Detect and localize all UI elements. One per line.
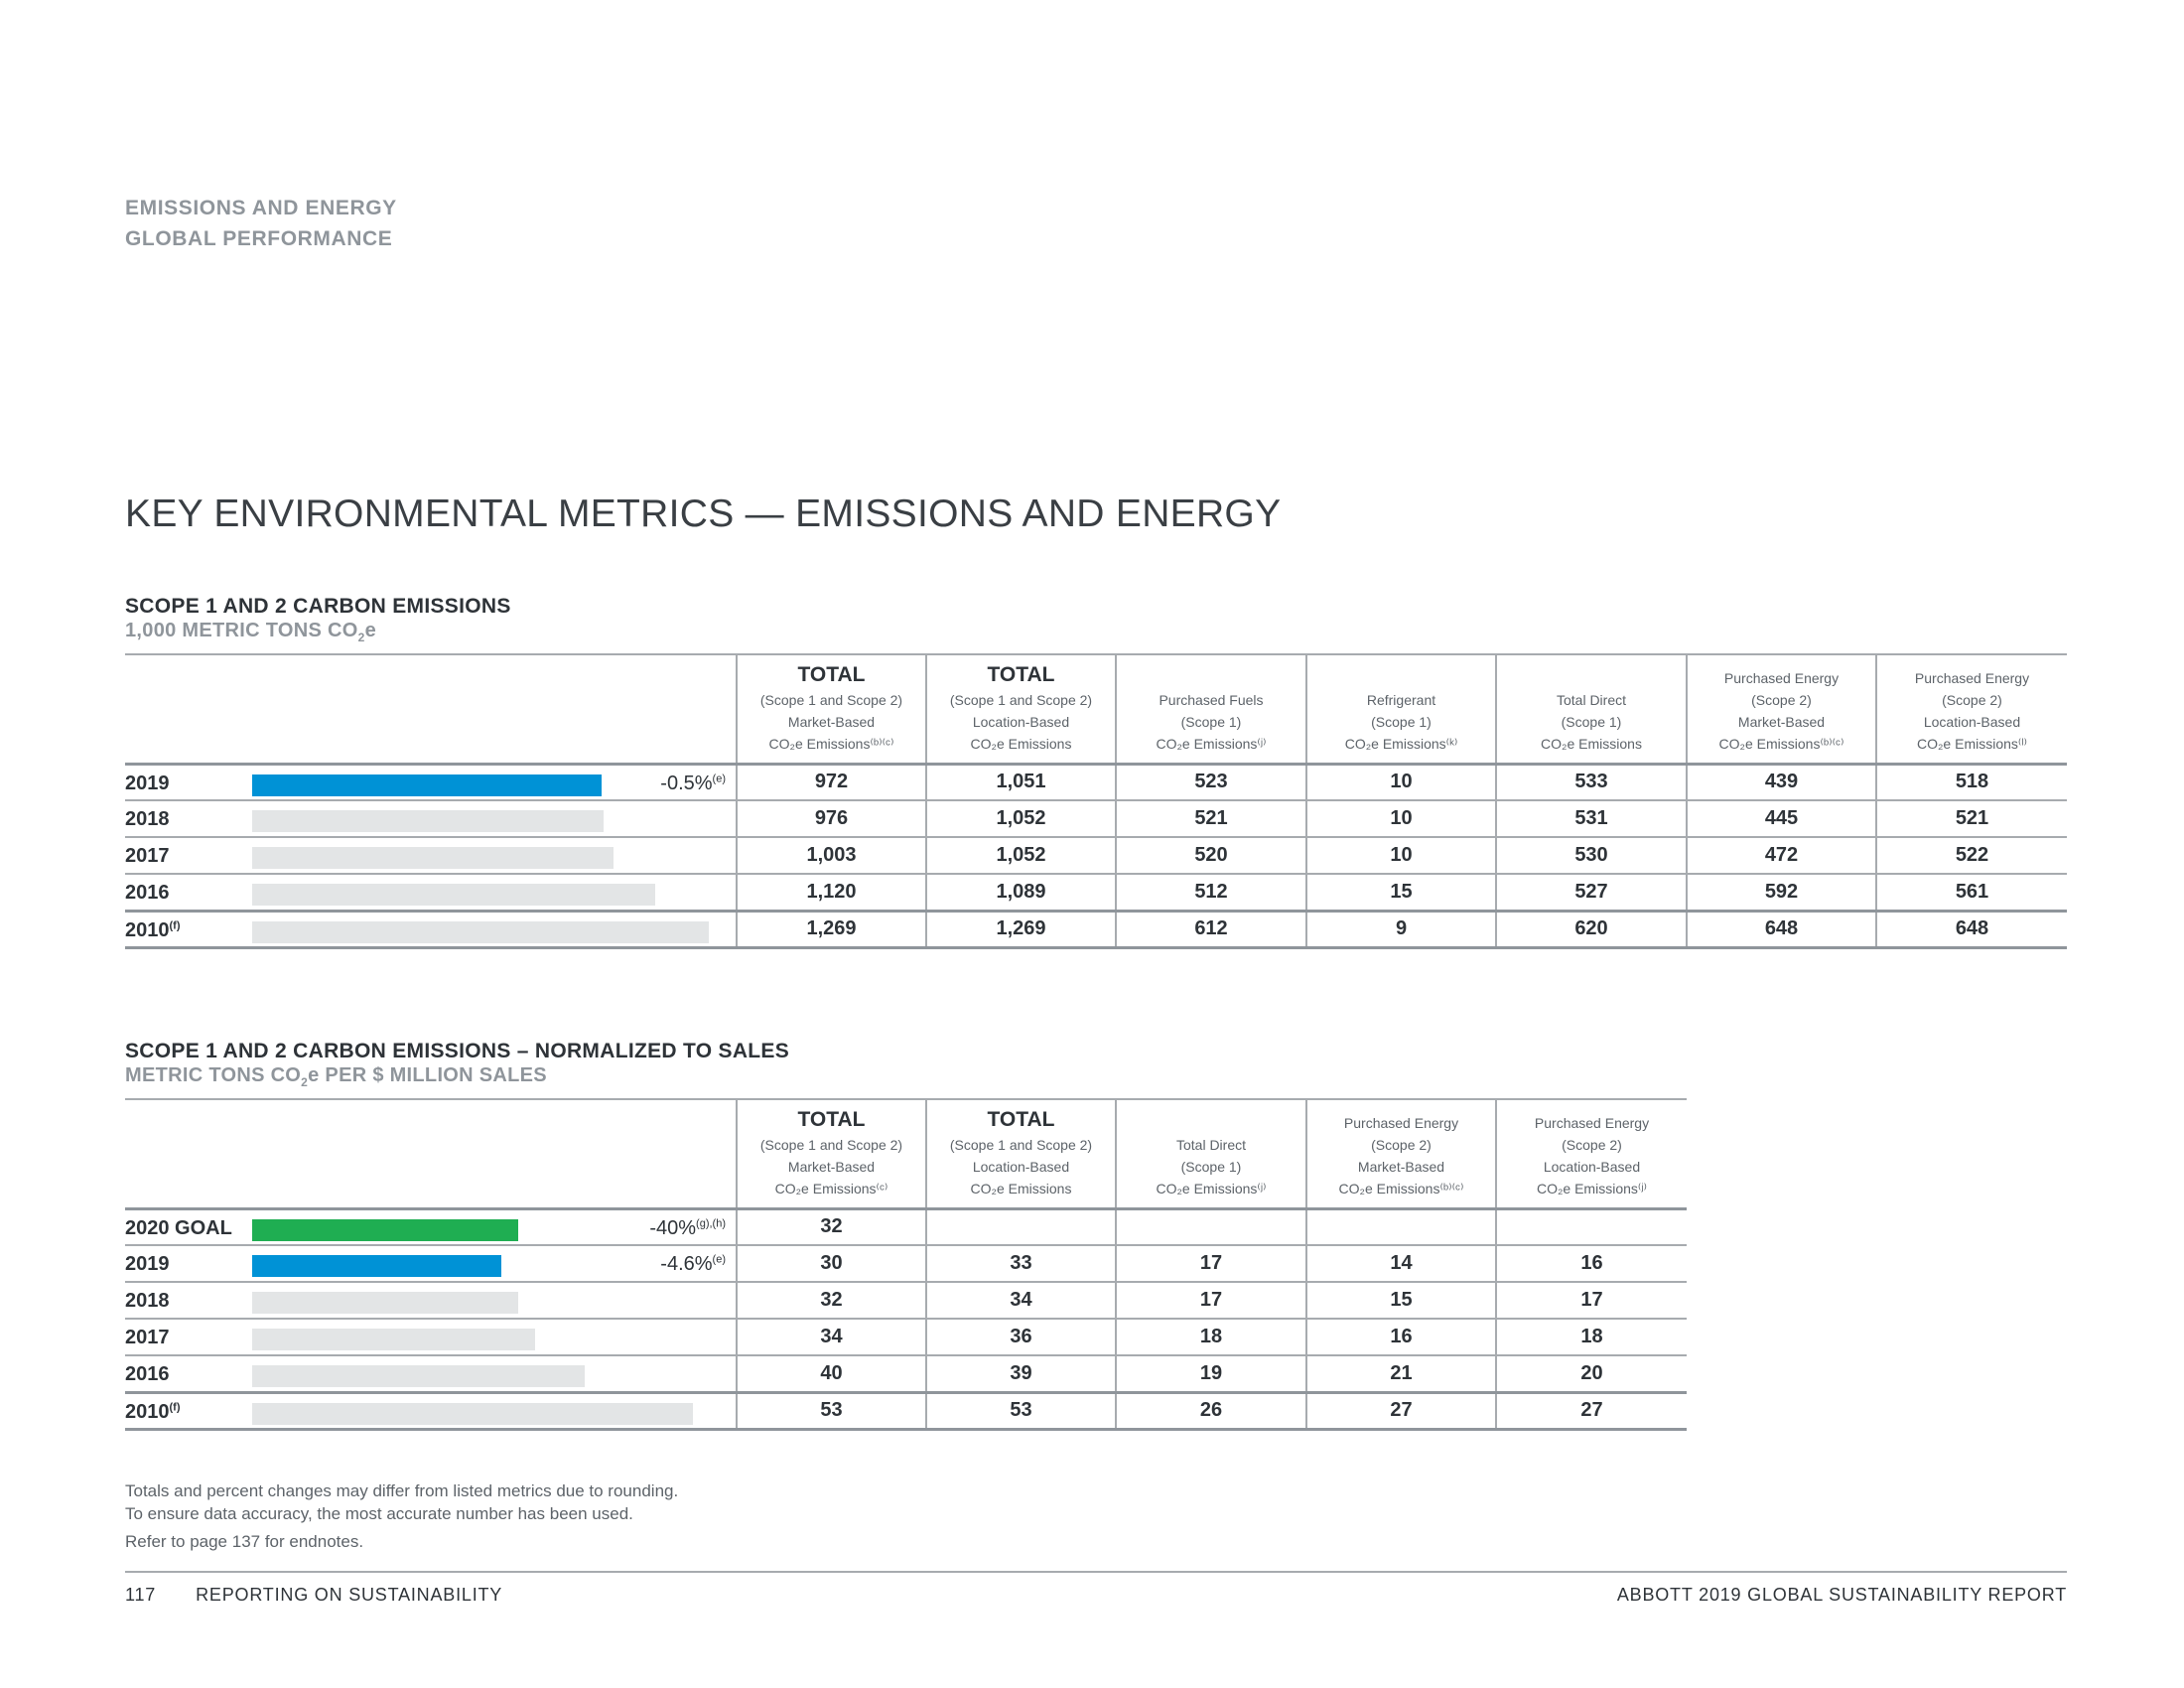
page-title: KEY ENVIRONMENTAL METRICS — EMISSIONS AND ENERGY (125, 492, 1282, 535)
column-header-line: CO₂e Emissions (970, 1180, 1072, 1196)
row-bar (252, 810, 604, 832)
row-percent-footnote: (e) (712, 772, 726, 784)
table-cell: 18 (1116, 1319, 1306, 1355)
table-cell: 592 (1687, 874, 1876, 911)
column-header-line: (Scope 2) (1942, 691, 2002, 708)
row-year-footnote: (f) (169, 918, 181, 931)
column-header-total: TOTAL (987, 1107, 1055, 1131)
row-year (125, 882, 170, 905)
table-cell: 1,269 (737, 911, 926, 947)
row-year (125, 919, 181, 942)
column-header-line: (Scope 2) (1751, 691, 1812, 708)
table-cell: 14 (1306, 1245, 1496, 1282)
column-header-line: Market-Based (787, 713, 876, 730)
table-cell: 530 (1496, 837, 1687, 874)
table1-title: SCOPE 1 AND 2 CARBON EMISSIONS (125, 595, 511, 618)
table-cell: 533 (1496, 764, 1687, 800)
table-cell: 17 (1116, 1245, 1306, 1282)
column-header (737, 654, 926, 764)
footer-report-title: ABBOTT 2019 GLOBAL SUSTAINABILITY REPORT (1616, 1585, 2067, 1605)
header-blank (125, 1099, 737, 1208)
table-cell: 522 (1876, 837, 2067, 874)
table-cell: 612 (1116, 911, 1306, 947)
row-label (125, 1245, 737, 1282)
column-header (1116, 654, 1306, 764)
column-header (1876, 654, 2067, 764)
table-cell: 17 (1116, 1282, 1306, 1319)
column-header-line: Market-Based (1357, 1158, 1445, 1175)
table-cell: 20 (1496, 1355, 1687, 1392)
row-label (125, 800, 737, 837)
row-bar (252, 884, 655, 906)
column-header-line: Location-Based (1923, 713, 2021, 730)
table-cell: 1,051 (926, 764, 1116, 800)
table-cell: 34 (737, 1319, 926, 1355)
column-header (1496, 654, 1687, 764)
table-cell: 439 (1687, 764, 1876, 800)
row-percent-change (649, 1217, 726, 1240)
row-label (125, 1208, 737, 1245)
column-header (926, 1099, 1116, 1208)
column-header-line: (Scope 1) (1180, 1158, 1242, 1175)
normalized-emissions-table (125, 1098, 1687, 1431)
table1-subtitle: 1,000 METRIC TONS $CO_2e$ (125, 620, 376, 644)
footer-section: REPORTING ON SUSTAINABILITY (196, 1585, 503, 1605)
row-year-text: 2018 (125, 808, 170, 830)
table-cell (926, 1208, 1116, 1245)
column-header (1116, 1099, 1306, 1208)
row-year (125, 1253, 170, 1276)
column-header-line: Location-Based (972, 713, 1070, 730)
row-label (125, 764, 737, 800)
page-number: 117 (125, 1585, 157, 1605)
table-row (125, 764, 2067, 800)
row-percent-change (660, 1253, 726, 1276)
table-cell: 32 (737, 1208, 926, 1245)
table-cell: 561 (1876, 874, 2067, 911)
row-bar (252, 847, 614, 869)
column-header-line: Location-Based (972, 1158, 1070, 1175)
table-row (125, 1355, 1687, 1392)
column-header-line: CO₂e Emissions (1541, 735, 1642, 752)
row-label (125, 1282, 737, 1319)
column-header-line: CO₂e Emissions⁽ᶜ⁾ (774, 1180, 888, 1196)
column-header-line: (Scope 1) (1561, 713, 1622, 730)
row-label (125, 1392, 737, 1429)
column-header-line: CO₂e Emissions (970, 735, 1072, 752)
column-header-line: CO₂e Emissions⁽ʲ⁾ (1536, 1180, 1647, 1196)
table-cell: 36 (926, 1319, 1116, 1355)
table-cell: 1,120 (737, 874, 926, 911)
row-year (125, 808, 170, 831)
notes (125, 1479, 678, 1553)
table-cell: 520 (1116, 837, 1306, 874)
note-endnotes: Refer to page 137 for endnotes. (125, 1532, 364, 1551)
table2-title: SCOPE 1 AND 2 CARBON EMISSIONS – NORMALIZED TO SALES (125, 1040, 790, 1062)
table-cell: 472 (1687, 837, 1876, 874)
row-year-text: 2020 GOAL (125, 1216, 232, 1239)
column-header-line: Total Direct (1556, 691, 1627, 708)
row-year (125, 1290, 170, 1313)
row-year (125, 773, 170, 795)
table-cell: 32 (737, 1282, 926, 1319)
row-percent-change (660, 773, 726, 795)
row-year-text: 2017 (125, 1327, 170, 1348)
table-cell: 30 (737, 1245, 926, 1282)
row-year-text: 2016 (125, 1363, 170, 1385)
row-bar (252, 1329, 535, 1350)
row-year (125, 1327, 170, 1349)
row-year (125, 1401, 181, 1424)
row-year (125, 1217, 232, 1240)
table-cell: 27 (1496, 1392, 1687, 1429)
row-percent-footnote: (g),(h) (696, 1216, 726, 1229)
table-row (125, 1282, 1687, 1319)
table-cell (1116, 1208, 1306, 1245)
column-header-line: (Scope 1 and Scope 2) (949, 691, 1093, 708)
column-header (926, 654, 1116, 764)
note-rounding: Totals and percent changes may differ from listed metrics due to rounding. (125, 1481, 679, 1500)
table-cell (1496, 1208, 1687, 1245)
table-cell: 10 (1306, 800, 1496, 837)
row-year-text: 2019 (125, 1253, 170, 1275)
table-row (125, 800, 2067, 837)
table-cell: 34 (926, 1282, 1116, 1319)
row-bar (252, 1365, 585, 1387)
section-label (125, 193, 397, 254)
column-header-line: CO₂e Emissions⁽ᵇ⁾⁽ᶜ⁾ (1338, 1180, 1464, 1196)
table-row (125, 911, 2067, 947)
table-cell: 521 (1876, 800, 2067, 837)
column-header-line: (Scope 2) (1371, 1136, 1432, 1153)
table-cell: 445 (1687, 800, 1876, 837)
column-header-line: CO₂e Emissions⁽ʲ⁾ (1156, 1180, 1267, 1196)
column-header-line: (Scope 1 and Scope 2) (759, 1136, 903, 1153)
table2-subtitle: METRIC TONS $CO_2e$ PER $ MILLION SALES (125, 1064, 547, 1089)
column-header-line: Purchased Fuels (1159, 691, 1264, 708)
table-cell (1306, 1208, 1496, 1245)
row-bar (252, 921, 709, 943)
row-year (125, 1363, 170, 1386)
table-cell: 10 (1306, 837, 1496, 874)
column-header-line: (Scope 1 and Scope 2) (949, 1136, 1093, 1153)
table-cell: 16 (1306, 1319, 1496, 1355)
table-cell: 648 (1687, 911, 1876, 947)
table-cell: 1,089 (926, 874, 1116, 911)
table-cell: 527 (1496, 874, 1687, 911)
column-header-total: TOTAL (797, 1107, 866, 1131)
table-cell: 1,052 (926, 837, 1116, 874)
column-header-total: TOTAL (987, 662, 1055, 686)
emissions-table (125, 653, 2067, 949)
column-header (1306, 654, 1496, 764)
row-year-text: 2018 (125, 1290, 170, 1312)
table-cell: 33 (926, 1245, 1116, 1282)
table-cell: 17 (1496, 1282, 1687, 1319)
table-cell: 19 (1116, 1355, 1306, 1392)
column-header-line: Purchased Energy (1534, 1114, 1650, 1131)
row-year-text: 2017 (125, 845, 170, 867)
footer-left (125, 1585, 502, 1606)
column-header-line: CO₂e Emissions⁽ˡ⁾ (1917, 735, 2027, 752)
table-cell: 1,052 (926, 800, 1116, 837)
row-label (125, 1355, 737, 1392)
row-percent-footnote: (e) (712, 1253, 726, 1266)
table-cell: 972 (737, 764, 926, 800)
column-header (1306, 1099, 1496, 1208)
section-label-line1: EMISSIONS AND ENERGY (125, 197, 397, 219)
table-cell: 512 (1116, 874, 1306, 911)
column-header-line: Market-Based (787, 1158, 876, 1175)
column-header-total: TOTAL (797, 662, 866, 686)
row-label (125, 837, 737, 874)
column-header-line: (Scope 1 and Scope 2) (759, 691, 903, 708)
table-row (125, 1392, 1687, 1429)
table-cell: 1,003 (737, 837, 926, 874)
table-cell: 620 (1496, 911, 1687, 947)
table-cell: 26 (1116, 1392, 1306, 1429)
column-header-line: CO₂e Emissions⁽ᵏ⁾ (1344, 735, 1458, 752)
column-header-line: CO₂e Emissions⁽ʲ⁾ (1156, 735, 1267, 752)
row-label (125, 911, 737, 947)
table-cell: 1,269 (926, 911, 1116, 947)
row-year-text: 2010 (125, 1400, 170, 1423)
table-cell: 16 (1496, 1245, 1687, 1282)
row-bar (252, 1403, 693, 1425)
header-blank (125, 654, 737, 764)
row-year-footnote: (f) (169, 1400, 181, 1413)
table-cell: 53 (926, 1392, 1116, 1429)
table-cell: 15 (1306, 1282, 1496, 1319)
footer-divider (125, 1571, 2067, 1573)
row-percent-text: -4.6% (660, 1253, 713, 1275)
table-cell: 523 (1116, 764, 1306, 800)
column-header-line: Refrigerant (1366, 691, 1436, 708)
column-header-line: CO₂e Emissions⁽ᵇ⁾⁽ᶜ⁾ (768, 735, 894, 752)
table-cell: 518 (1876, 764, 2067, 800)
table-cell: 15 (1306, 874, 1496, 911)
row-label (125, 1319, 737, 1355)
table-cell: 53 (737, 1392, 926, 1429)
table-cell: 9 (1306, 911, 1496, 947)
table-cell: 531 (1496, 800, 1687, 837)
row-percent-text: -0.5% (660, 772, 713, 794)
column-header-line: Location-Based (1543, 1158, 1641, 1175)
column-header (1496, 1099, 1687, 1208)
table-cell: 18 (1496, 1319, 1687, 1355)
row-label (125, 874, 737, 911)
column-header-line: Purchased Energy (1914, 669, 2030, 686)
column-header-line: (Scope 2) (1562, 1136, 1622, 1153)
table-cell: 21 (1306, 1355, 1496, 1392)
table-row (125, 1208, 1687, 1245)
table-cell: 976 (737, 800, 926, 837)
table-cell: 10 (1306, 764, 1496, 800)
column-header-line: Purchased Energy (1723, 669, 1840, 686)
column-header (737, 1099, 926, 1208)
row-bar (252, 774, 602, 796)
note-accuracy: To ensure data accuracy, the most accurate number has been used. (125, 1504, 633, 1523)
column-header-line: Market-Based (1737, 713, 1826, 730)
column-header-line: CO₂e Emissions⁽ᵇ⁾⁽ᶜ⁾ (1718, 735, 1844, 752)
table-row (125, 1319, 1687, 1355)
table-cell: 40 (737, 1355, 926, 1392)
row-year-text: 2016 (125, 882, 170, 904)
table-row (125, 1245, 1687, 1282)
table-cell: 648 (1876, 911, 2067, 947)
table-cell: 39 (926, 1355, 1116, 1392)
row-bar (252, 1292, 518, 1314)
row-bar (252, 1255, 501, 1277)
column-header (1687, 654, 1876, 764)
table-cell: 27 (1306, 1392, 1496, 1429)
table-row (125, 874, 2067, 911)
column-header-line: (Scope 1) (1371, 713, 1432, 730)
column-header-line: Purchased Energy (1343, 1114, 1459, 1131)
row-bar (252, 1219, 518, 1241)
section-label-line2: GLOBAL PERFORMANCE (125, 227, 393, 250)
row-percent-text: -40% (649, 1216, 697, 1239)
table-row (125, 837, 2067, 874)
column-header-line: (Scope 1) (1180, 713, 1242, 730)
column-header-line: Total Direct (1175, 1136, 1247, 1153)
row-year-text: 2010 (125, 918, 170, 941)
table-cell: 521 (1116, 800, 1306, 837)
row-year (125, 845, 170, 868)
row-year-text: 2019 (125, 772, 170, 794)
